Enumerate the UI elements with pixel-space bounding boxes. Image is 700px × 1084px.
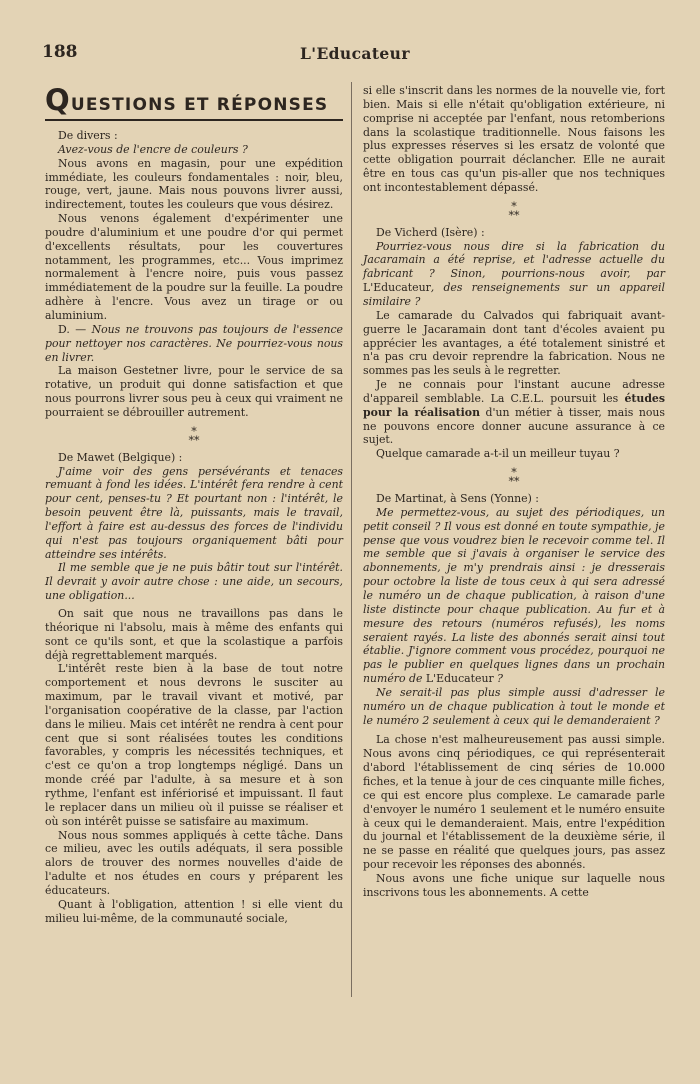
separator-star: * bbox=[511, 199, 517, 213]
question-initial: D. — bbox=[58, 322, 92, 336]
question-jacaramain: Pourriez-vous nous dire si la fabrication du Jacaramain a été reprise, et l'adresse actuelle du fabricant ? Sinon, pourrions-nous avoir, par L'Educateur, des renseignements sur un appareil similaire ? bbox=[363, 239, 665, 308]
question-subscriptions: Me permettez-vous, au sujet des périodiques, un petit conseil ? Il vous est donné en toute sympathie, je pense que vous voudrez bien le recevoir comme tel. Il me semble que si j'avais à organiser le service des abonnements, je m'y prendrais ainsi : je dresserais pour octobre la liste de tous ceux à qui sera adressé le numéro un de chaque publication, à raison d'une liste distincte pour chaque publication. Au fur et à mesure des retours (numéros refusés), les noms seraient rayés. La liste des abonnés serait ainsi tout établie. J'ignore comment vous procédez, pourquoi ne pas le publier en quelques lignes dans un prochain numéro de L'Educateur ? bbox=[363, 505, 665, 686]
separator-stars: ** bbox=[508, 208, 520, 222]
running-head bbox=[0, 42, 700, 68]
question-paragraph: Il me semble que je ne puis bâtir tout sur l'intérêt. Il devrait y avoir autre chose : une aide, un secours, une obligation... bbox=[45, 561, 343, 603]
correspondent-martinat: De Martinat, à Sens (Yonne) : bbox=[376, 492, 539, 506]
journal-title: L'Educateur bbox=[300, 44, 410, 63]
section-separator bbox=[45, 424, 343, 447]
answer-paragraph: L'intérêt reste bien à la base de tout notre comportement et nous devrons le susciter au maximum, par le travail vivant et motivé, par l'organisation coopérative de la classe, par l'action dans le milieu. Mais cet intérêt ne rendra à cent pour cent que si sont réalisées toutes les conditions favorables, y compris les nécessités techniques, et c'est ce qu'on a trop longtemps négligé. Dans un monde créé par l'adulte, à sa mesure et à son rythme, l'enfant est infériorisé et impuissant. Il faut le replacer dans un milieu où il puisse se réaliser et où son intérêt puisse se satisfaire au maximum. bbox=[45, 662, 343, 828]
section-title bbox=[45, 83, 343, 119]
section-title-rest: UESTIONS ET RÉPONSES bbox=[70, 95, 329, 115]
answer-paragraph: Quant à l'obligation, attention ! si elle vient du milieu lui-même, de la communauté sociale, bbox=[45, 897, 343, 925]
section-title-initial: Q bbox=[45, 83, 71, 117]
question-ink: Avez-vous de l'encre de couleurs ? bbox=[58, 142, 248, 156]
separator-stars: ** bbox=[188, 433, 200, 447]
section-separator bbox=[363, 199, 665, 222]
answer-paragraph: Le camarade du Calvados qui fabriquait avant-guerre le Jacaramain dont tant d'écoles avaient pu apprécier les avantages, a été totalement sinistré et n'a pas cru devoir reprendre la fabrication. Nous ne sommes pas les seuls à le regretter. bbox=[363, 308, 665, 378]
correspondent-vicherd: De Vicherd (Isère) : bbox=[376, 225, 485, 239]
answer-paragraph: Je ne connais pour l'instant aucune adresse d'appareil semblable. La C.E.L. poursuit les études pour la réalisation d'un métier à tisser, mais nous ne pouvons encore donner aucune assurance à ce sujet. bbox=[363, 378, 665, 447]
answer-paragraph: si elle s'inscrit dans les normes de la nouvelle vie, fort bien. Mais si elle n'était qu'obligation extérieure, ni comprise ni acceptée par l'enfant, nous retomberions dans la scolastique traditionnelle. Nous faisons les plus expresses réserves si les ersatz de volonté que cette obligation pourrait déclancher. Elle ne aurait être en tous cas qu'un pis-aller que nos techniques ont incontestablement dépassé. bbox=[363, 84, 665, 194]
question-text: Nous ne trouvons pas toujours de l'essence pour nettoyer nos caractères. Ne pourriez-vous nous en livrer. bbox=[45, 322, 343, 364]
answer-paragraph: Nous venons également d'expérimenter une poudre d'aluminium et une poudre d'or qui permet d'excellents résultats, pour les couvertures notamment, les programmes, etc... Vous imprimez normalement à l'encre noire, puis vous passez immédiatement de la poudre sur la feuille. La poudre adhère à l'encre. Vous avez un tirage or ou aluminium. bbox=[45, 212, 343, 322]
separator-star: * bbox=[511, 466, 517, 480]
answer-paragraph: Nous avons en magasin, pour une expédition immédiate, les couleurs fondamentales : noir, bleu, rouge, vert, jaune. Mais nous pouvons livrer aussi, indirectement, toutes les couleurs que vous désirez. bbox=[45, 156, 343, 212]
separator-star: * bbox=[191, 424, 197, 438]
correspondent-divers: De divers : bbox=[58, 129, 118, 142]
answer-paragraph: La maison Gestetner livre, pour le service de sa rotative, un produit qui donne satisfaction et que nous pourrons livrer sous peu à ceux qui vraiment ne pourraient se débrouiller autrement. bbox=[45, 364, 343, 419]
column-rule bbox=[351, 82, 352, 997]
question-paragraph: Ne serait-il pas plus simple aussi d'adresser le numéro un de chaque publication à tout le monde et le numéro 2 seulement à ceux qui le demanderaient ? bbox=[363, 685, 665, 727]
correspondent-mawet: De Mawet (Belgique) : bbox=[58, 450, 183, 464]
answer-paragraph: Nous avons une fiche unique sur laquelle nous inscrivons tous les abonnements. A cette bbox=[363, 871, 665, 899]
separator-stars: ** bbox=[508, 475, 520, 489]
answer-paragraph: Nous nous sommes appliqués à cette tâche. Dans ce milieu, avec les outils adéquats, il sera possible alors de trouver des normes nouvelles d'aide de l'adulte et nos études en cours y préparent les éducateurs. bbox=[45, 828, 343, 897]
left-column bbox=[45, 83, 343, 925]
question-paragraph: J'aime voir des gens persévérants et tenaces remuant à fond les idées. L'intérêt fera rendre à cent pour cent, penses-tu ? Et pourtant non : l'intérêt, le besoin peuvent être là, puissants, mais le travail, l'effort à faire est au-dessus des forces de l'individu qui n'est pas toujours organiquement bâti pour atteindre ses intérêts. bbox=[45, 464, 343, 561]
right-column bbox=[363, 84, 665, 900]
answer-paragraph: On sait que nous ne travaillons pas dans le théorique ni l'absolu, mais à même des enfants qui sont ce qu'ils sont, et que la scolastique a parfois déjà regrettablement marqués. bbox=[45, 607, 343, 662]
page-number: 188 bbox=[42, 42, 78, 62]
answer-paragraph: La chose n'est malheureusement pas aussi simple. Nous avons cinq périodiques, ce qui représenterait d'abord l'établissement de cinq séries de 10.000 fiches, et la tenue à jour de ces cinquante mille fiches, ce qui est encore plus complexe. Le camarade parle d'envoyer le numéro 1 seulement et le numéro ensuite à ceux qui le demanderaient. Mais, entre l'expédition du journal et l'établissement de la deuxième série, il ne se passe en réalité que quelques jours, pas assez pour recevoir les réponses des abonnés. bbox=[363, 733, 665, 872]
answer-paragraph: Quelque camarade a-t-il un meilleur tuyau ? bbox=[376, 447, 620, 461]
section-separator bbox=[363, 466, 665, 489]
title-rule bbox=[45, 119, 343, 121]
question-essence bbox=[45, 323, 343, 365]
